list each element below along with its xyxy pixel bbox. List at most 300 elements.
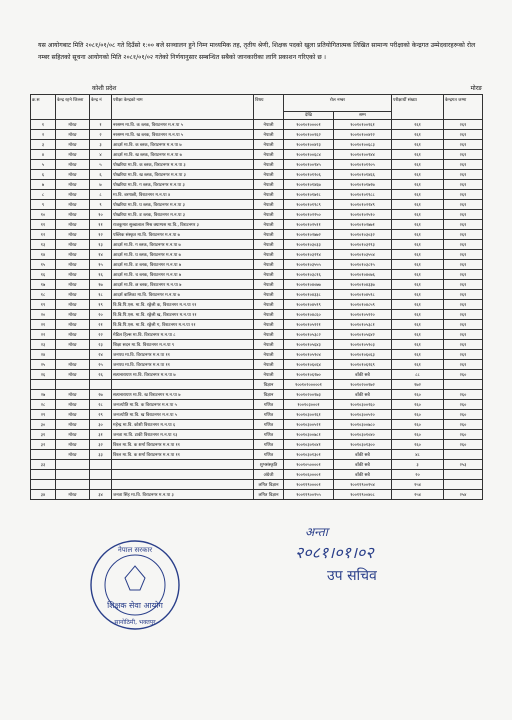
- cell-center-no: ३२: [90, 440, 112, 450]
- cell-total: २६१: [444, 260, 483, 270]
- cell-district: मोरङ: [56, 410, 90, 420]
- cell-district: मोरङ: [56, 390, 90, 400]
- cell-subject: विज्ञान: [254, 390, 284, 400]
- cell-sn: १: [31, 120, 56, 130]
- cell-roll-to: १००१०१०४५९८: [334, 290, 392, 300]
- cell-sn: ३३: [31, 460, 56, 470]
- cell-district: मोरङ: [56, 360, 90, 370]
- cell-count: २५४: [392, 490, 444, 500]
- cell-count: २६१: [392, 280, 444, 290]
- cell-center-no: ३३: [90, 450, 112, 460]
- cell-district: [56, 480, 90, 490]
- cell-subject: नेपाली: [254, 180, 284, 190]
- cell-center-no: ५: [90, 160, 112, 170]
- cell-district: मोरङ: [56, 210, 90, 220]
- cell-sn: १५: [31, 260, 56, 270]
- cell-count: २६०: [392, 430, 444, 440]
- cell-count: १५४: [392, 480, 444, 490]
- table-row: [31, 220, 483, 230]
- cell-center-name: नरसम्म मा.वि. ख ब्लक, विराटनगर म.न.पा ५: [112, 130, 254, 140]
- cell-roll-from: १००१०१०६२७०: [284, 370, 334, 380]
- cell-center-no: १३: [90, 240, 112, 250]
- cell-subject: नेपाली: [254, 360, 284, 370]
- cell-total: २६१: [444, 170, 483, 180]
- cell-roll-to: १००१०१००४२२: [334, 130, 392, 140]
- header-count: परीक्षार्थी संख्या: [392, 95, 444, 120]
- cell-center-name: महेन्द्र मा.वि. कोशी विराटनगर म.न.पा ६: [112, 420, 254, 430]
- cell-count: २६०: [392, 410, 444, 420]
- table-row: [31, 400, 483, 410]
- cell-center-name: पोखरिया मा.वि. ख ब्लक, विराटनगर म.न.पा ३: [112, 170, 254, 180]
- cell-district: मोरङ: [56, 330, 90, 340]
- cell-sn: २३: [31, 340, 56, 350]
- cell-roll-to: १००१०१०२७७१: [334, 220, 392, 230]
- cell-count: २६१: [392, 290, 444, 300]
- cell-district: [56, 460, 90, 470]
- cell-count: २६१: [392, 120, 444, 130]
- cell-roll-from: १००१०१०२७७२: [284, 230, 334, 240]
- cell-district: मोरङ: [56, 120, 90, 130]
- cell-roll-from: १००१०२०००००१: [284, 380, 334, 390]
- cell-roll-to: १००१०१०१७२७: [334, 180, 392, 190]
- cell-center-name: नरसम्म मा.वि. क ब्लक, विराटनगर म.न.पा ५: [112, 120, 254, 130]
- cell-sn: २५: [31, 360, 56, 370]
- cell-center-name: आदर्श मा.वि. ङ ब्लक, विराटनगर म.न.पा ७: [112, 260, 254, 270]
- cell-subject: नेपाली: [254, 190, 284, 200]
- cell-district: मोरङ: [56, 250, 90, 260]
- header-center-name: परीक्षा केन्द्रको नाम: [112, 95, 254, 120]
- cell-count: २६०: [392, 420, 444, 430]
- cell-count: २६१: [392, 200, 444, 210]
- cell-subject: नेपाली: [254, 270, 284, 280]
- table-row: [31, 300, 483, 310]
- cell-roll-from: १००१०१०५१२१: [284, 320, 334, 330]
- cell-roll-from: १००१०१०५९०४: [284, 350, 334, 360]
- cell-district: मोरङ: [56, 180, 90, 190]
- table-row: [31, 150, 483, 160]
- cell-count: २६१: [392, 330, 444, 340]
- cell-roll-from: १००१०१०२५११: [284, 220, 334, 230]
- cell-subject: नेपाली: [254, 220, 284, 230]
- cell-roll-to: १००१०१००१६१: [334, 120, 392, 130]
- cell-district: मोरङ: [56, 190, 90, 200]
- cell-sn: ३४: [31, 490, 56, 500]
- cell-sn: १४: [31, 250, 56, 260]
- cell-roll-to: बाँकी सबै: [334, 460, 392, 470]
- header-to: सम्म: [334, 111, 392, 119]
- cell-roll-from: १००१०१००१६२: [284, 130, 334, 140]
- cell-subject: नेपाली: [254, 330, 284, 340]
- cell-total: [444, 480, 483, 490]
- cell-sn: १८: [31, 290, 56, 300]
- cell-count: २६१: [392, 310, 444, 320]
- cell-subject: गणित: [254, 450, 284, 460]
- roll-number-table: [30, 94, 483, 500]
- table-row: [31, 340, 483, 350]
- cell-center-name: आदर्श बालिका मा.वि. विराटनगर म.न.पा ७: [112, 290, 254, 300]
- cell-center-no: १७: [90, 280, 112, 290]
- table-row: [31, 310, 483, 320]
- table-row: [31, 420, 483, 430]
- cell-total: २६१: [444, 200, 483, 210]
- table-row: [31, 330, 483, 340]
- cell-subject: लगित विज्ञान: [254, 480, 284, 490]
- cell-subject: गणित: [254, 430, 284, 440]
- cell-count: २६१: [392, 190, 444, 200]
- cell-district: मोरङ: [56, 440, 90, 450]
- table-row: [31, 390, 483, 400]
- table-row: [31, 160, 483, 170]
- cell-roll-to: १००१०१००९४४: [334, 150, 392, 160]
- table-row: [31, 230, 483, 240]
- table-row: [31, 370, 483, 380]
- cell-total: २६१: [444, 270, 483, 280]
- cell-center-no: १०: [90, 210, 112, 220]
- cell-roll-to: १००१०३००७८०: [334, 420, 392, 430]
- cell-center-name: जनता मा.वि. टाकी विराटनगर म.न.पा १३: [112, 430, 254, 440]
- cell-district: मोरङ: [56, 340, 90, 350]
- cell-district: मोरङ: [56, 400, 90, 410]
- cell-total: २५३: [444, 460, 483, 470]
- cell-center-no: २१: [90, 320, 112, 330]
- cell-sn: ३०: [31, 420, 56, 430]
- table-row: [31, 180, 483, 190]
- cell-count: २६१: [392, 150, 444, 160]
- cell-sn: ४: [31, 150, 56, 160]
- cell-roll-from: १००१०२००१७३: [284, 390, 334, 400]
- cell-roll-to: १००१०१०५३८१: [334, 320, 392, 330]
- cell-center-no: १८: [90, 290, 112, 300]
- table-row: [31, 410, 483, 420]
- table-row: [31, 130, 483, 140]
- cell-roll-from: १००१०१०६०६४: [284, 360, 334, 370]
- cell-sn: २६: [31, 370, 56, 380]
- cell-district: [56, 470, 90, 480]
- cell-roll-from: १००१०३००५२१: [284, 420, 334, 430]
- cell-roll-to: बाँकी सबै: [334, 390, 392, 400]
- cell-count: २६१: [392, 160, 444, 170]
- cell-district: मोरङ: [56, 230, 90, 240]
- table-row: [31, 190, 483, 200]
- stamp-text-mid: शिक्षक सेवा आयोग: [107, 601, 163, 610]
- cell-center-no: १९: [90, 300, 112, 310]
- cell-count: ३: [392, 460, 444, 470]
- cell-center-name: मा.वि. बरगाछी, विराटनगर म.न.पा ४: [112, 190, 254, 200]
- cell-center-no: [90, 460, 112, 470]
- cell-roll-from: १००१०१०४५९९: [284, 300, 334, 310]
- cell-subject: नेपाली: [254, 340, 284, 350]
- cell-roll-to: १००१०१०३५५४: [334, 250, 392, 260]
- cell-sn: २१: [31, 320, 56, 330]
- cell-roll-to: १००१०३०१०४०: [334, 430, 392, 440]
- table-row: [31, 460, 483, 470]
- cell-sn: ८: [31, 190, 56, 200]
- cell-center-name: पोखरिया मा.वि. क ब्लक, विराटनगर म.न.पा ३: [112, 160, 254, 170]
- official-stamp: [80, 530, 190, 640]
- table-row: [31, 200, 483, 210]
- cell-center-name: वि.बि.पि.एस. मा.वि. रङ्गेली ख, विराटनगर म.न.पा ११: [112, 310, 254, 320]
- cell-roll-from: १००१०१०१४६७: [284, 180, 334, 190]
- cell-count: २६१: [392, 300, 444, 310]
- district-label: मोरङ: [470, 85, 482, 92]
- cell-center-name: [112, 460, 254, 470]
- cell-roll-from: १००१०१०२२५०: [284, 210, 334, 220]
- cell-roll-from: १००१०३०००१: [284, 400, 334, 410]
- cell-district: मोरङ: [56, 270, 90, 280]
- cell-subject: नेपाली: [254, 350, 284, 360]
- cell-count: २६१: [392, 320, 444, 330]
- cell-total: २६०: [444, 430, 483, 440]
- cell-count: २६१: [392, 170, 444, 180]
- cell-subject: नेपाली: [254, 310, 284, 320]
- cell-total: [444, 380, 483, 390]
- header-from: देखि: [284, 111, 334, 119]
- cell-count: २६०: [392, 400, 444, 410]
- cell-center-no: ३४: [90, 490, 112, 500]
- cell-center-no: २६: [90, 370, 112, 380]
- cell-center-name: जनपथ मा.वि. विराटनगर म.न.पा ११: [112, 360, 254, 370]
- table-row: [31, 240, 483, 250]
- cell-district: मोरङ: [56, 320, 90, 330]
- cell-district: मोरङ: [56, 430, 90, 440]
- cell-total: २६१: [444, 140, 483, 150]
- cell-total: २६१: [444, 120, 483, 130]
- header-sn: क्र.स: [31, 95, 56, 120]
- cell-subject: नेपाली: [254, 300, 284, 310]
- cell-total: २६१: [444, 130, 483, 140]
- cell-center-no: २: [90, 130, 112, 140]
- cell-center-no: २४: [90, 350, 112, 360]
- cell-total: [444, 450, 483, 460]
- cell-center-no: ४: [90, 150, 112, 160]
- cell-roll-to: बाँकी सबै: [334, 450, 392, 460]
- cell-roll-to: १००१०१०२५१०: [334, 210, 392, 220]
- cell-roll-from: १००१०१०३२९४: [284, 250, 334, 260]
- cell-roll-to: १००१०१०६०६३: [334, 350, 392, 360]
- cell-subject: नेपाली: [254, 280, 284, 290]
- cell-roll-from: १००१०१०३८१६: [284, 270, 334, 280]
- cell-center-name: आदर्श मा.वि. ख ब्लक, विराटनगर म.न.पा ७: [112, 150, 254, 160]
- cell-sn: ७: [31, 180, 56, 190]
- cell-roll-to: १००१०१०१४६६: [334, 170, 392, 180]
- cell-sn: [31, 480, 56, 490]
- cell-roll-to: १००१०१००६८३: [334, 140, 392, 150]
- cell-district: मोरङ: [56, 220, 90, 230]
- cell-subject: नेपाली: [254, 120, 284, 130]
- cell-count: ४८: [392, 450, 444, 460]
- cell-subject: गणित: [254, 410, 284, 420]
- cell-count: २६०: [392, 390, 444, 400]
- cell-center-no: १६: [90, 270, 112, 280]
- header-center-no: केन्द्र नं: [90, 95, 112, 120]
- cell-roll-from: १००१०१००४२३: [284, 140, 334, 150]
- cell-roll-to: १००१०१०२२४९: [334, 200, 392, 210]
- table-row: [31, 360, 483, 370]
- table-row: [31, 290, 483, 300]
- cell-total: २६१: [444, 280, 483, 290]
- cell-roll-from: १००१०१०३५५५: [284, 260, 334, 270]
- cell-district: मोरङ: [56, 300, 90, 310]
- cell-roll-from: १००१०१०४०७७: [284, 280, 334, 290]
- cell-center-name: आदर्श मा.वि. ग ब्लक, विराटनगर म.न.पा ७: [112, 240, 254, 250]
- signature-block: [275, 518, 435, 593]
- cell-count: २६१: [392, 360, 444, 370]
- cell-roll-from: १००११९००००१: [284, 480, 334, 490]
- cell-total: २६०: [444, 440, 483, 450]
- cell-sn: २: [31, 130, 56, 140]
- cell-total: २६१: [444, 150, 483, 160]
- cell-sn: ३१: [31, 430, 56, 440]
- cell-roll-to: १००१०१०१२०५: [334, 160, 392, 170]
- cell-roll-from: १००१०३००२६१: [284, 410, 334, 420]
- cell-roll-from: १००१०१०५३८२: [284, 330, 334, 340]
- cell-center-no: २७: [90, 390, 112, 400]
- cell-center-name: शिक्षा सदन मा.वि. विराटनगर म.न.पा ९: [112, 340, 254, 350]
- cell-roll-from: १००१०१००९४५: [284, 160, 334, 170]
- cell-subject: नेपाली: [254, 140, 284, 150]
- table-row: [31, 210, 483, 220]
- cell-district: मोरङ: [56, 370, 90, 380]
- cell-sn: ११: [31, 220, 56, 230]
- cell-subject: नेपाली: [254, 170, 284, 180]
- cell-roll-to: १००११९००१५४: [334, 480, 392, 490]
- cell-total: २६१: [444, 320, 483, 330]
- table-row: [31, 350, 483, 360]
- cell-count: २६०: [392, 440, 444, 450]
- cell-total: २६१: [444, 190, 483, 200]
- cell-sn: २९: [31, 410, 56, 420]
- cell-subject: नेपाली: [254, 230, 284, 240]
- cell-district: मोरङ: [56, 260, 90, 270]
- cell-center-name: पोखरिया मा.वि. ग ब्लक, विराटनगर म.न.पा ३: [112, 180, 254, 190]
- cell-center-no: ६: [90, 170, 112, 180]
- cell-subject: नेपाली: [254, 160, 284, 170]
- cell-total: २६०: [444, 420, 483, 430]
- cell-district: मोरङ: [56, 240, 90, 250]
- cell-roll-from: १००१०१०१२०६: [284, 170, 334, 180]
- table-row: [31, 280, 483, 290]
- cell-sn: १२: [31, 230, 56, 240]
- cell-roll-from: १००१०६००००१: [284, 470, 334, 480]
- table-row: [31, 490, 483, 500]
- cell-roll-from: १००१०१०३०३३: [284, 240, 334, 250]
- cell-roll-to: १००१०१०४८५९: [334, 300, 392, 310]
- cell-center-name: सत्यनारायण मा.वि. विराटनगर म.न.पा ७: [112, 370, 254, 380]
- cell-center-no: [90, 480, 112, 490]
- cell-roll-from: १००१०१००००१: [284, 120, 334, 130]
- cell-center-no: ३: [90, 140, 112, 150]
- cell-count: २०: [392, 470, 444, 480]
- cell-total: २६१: [444, 220, 483, 230]
- cell-count: २६१: [392, 260, 444, 270]
- table-row: [31, 140, 483, 150]
- cell-district: मोरङ: [56, 420, 90, 430]
- cell-subject: नेपाली: [254, 150, 284, 160]
- cell-center-no: २८: [90, 400, 112, 410]
- cell-subject: लगित विज्ञान: [254, 490, 284, 500]
- cell-sn: १७: [31, 280, 56, 290]
- cell-total: [444, 470, 483, 480]
- cell-roll-from: १००१०३००७८१: [284, 430, 334, 440]
- cell-roll-to: १००१०१०५६४२: [334, 330, 392, 340]
- table-row: [31, 380, 483, 390]
- cell-roll-from: १००११९००१५५: [284, 490, 334, 500]
- cell-center-name: आदर्श मा.वि. छ ब्लक, विराटनगर म.न.पा ७: [112, 280, 254, 290]
- cell-roll-to: १००१०३०१३००: [334, 440, 392, 450]
- cell-roll-to: १००१०३००५२०: [334, 410, 392, 420]
- cell-sn: १९: [31, 300, 56, 310]
- cell-center-name: जनपथ मा.वि. विराटनगर म.न.पा ११: [112, 350, 254, 360]
- cell-roll-to: १००१०१०१९८८: [334, 190, 392, 200]
- table-row: [31, 120, 483, 130]
- cell-center-no: १४: [90, 250, 112, 260]
- cell-center-no: ३०: [90, 420, 112, 430]
- cell-total: २६१: [444, 160, 483, 170]
- cell-center-no: २५: [90, 360, 112, 370]
- cell-roll-to: १००१०१०३८१५: [334, 260, 392, 270]
- signature-date: २०८१।०१।०२: [295, 543, 374, 562]
- cell-subject: गणित: [254, 440, 284, 450]
- cell-center-no: १: [90, 120, 112, 130]
- cell-count: २६१: [392, 350, 444, 360]
- cell-center-no: २०: [90, 310, 112, 320]
- cell-total: २६१: [444, 290, 483, 300]
- cell-roll-from: १००१०१०१९८९: [284, 200, 334, 210]
- header-roll: रोल नम्बर: [284, 95, 392, 112]
- cell-sn: ९: [31, 200, 56, 210]
- cell-roll-to: १००१०१०४३३७: [334, 280, 392, 290]
- cell-roll-from: १००१०१०४३३८: [284, 290, 334, 300]
- cell-center-name: राजकुमार सुब्बालाल मिश्र क्याम्पस मा.वि., विराटनगर ३: [112, 220, 254, 230]
- cell-count: ८८: [392, 370, 444, 380]
- cell-center-no: २९: [90, 410, 112, 420]
- cell-center-name: विरल मा.वि. क शर्मा विराटनगर म.न.पा ११: [112, 440, 254, 450]
- cell-district: मोरङ: [56, 310, 90, 320]
- cell-subject: नेपाली: [254, 130, 284, 140]
- cell-total: २६०: [444, 370, 483, 380]
- table-row: [31, 270, 483, 280]
- cell-center-name: सत्यनारायण मा.वि. ख विराटनगर म.न.पा ७: [112, 390, 254, 400]
- cell-center-name: विरल मा.वि. क शर्मा विराटनगर म.न.पा ११: [112, 450, 254, 460]
- cell-sn: [31, 450, 56, 460]
- cell-total: २६१: [444, 180, 483, 190]
- cell-center-name: जनज्योति मा.वि. क विराटनगर म.न.पा ५: [112, 400, 254, 410]
- cell-district: [56, 350, 90, 360]
- cell-total: २६०: [444, 390, 483, 400]
- cell-roll-to: १००११९००४०८: [334, 490, 392, 500]
- table-row: [31, 170, 483, 180]
- cell-sn: २४: [31, 350, 56, 360]
- cell-center-name: [112, 470, 254, 480]
- cell-subject: नेपाली: [254, 320, 284, 330]
- cell-roll-to: १००१०१०३०३२: [334, 230, 392, 240]
- cell-subject: नेपाली: [254, 200, 284, 210]
- cell-district: मोरङ: [56, 450, 90, 460]
- cell-roll-to: बाँकी सबै: [334, 370, 392, 380]
- cell-total: २६१: [444, 300, 483, 310]
- cell-center-no: ७: [90, 180, 112, 190]
- cell-subject: नेपाली: [254, 250, 284, 260]
- cell-subject: गणित: [254, 400, 284, 410]
- cell-center-name: आदर्श मा.वि. क ब्लक, विराटनगर म.न.पा ७: [112, 140, 254, 150]
- cell-total: २६१: [444, 330, 483, 340]
- table-row: [31, 480, 483, 490]
- cell-roll-to: १००१०१०४०७६: [334, 270, 392, 280]
- cell-total: २६१: [444, 230, 483, 240]
- cell-subject: नेपाली: [254, 290, 284, 300]
- cell-center-no: ९: [90, 200, 112, 210]
- cell-sn: २७: [31, 390, 56, 400]
